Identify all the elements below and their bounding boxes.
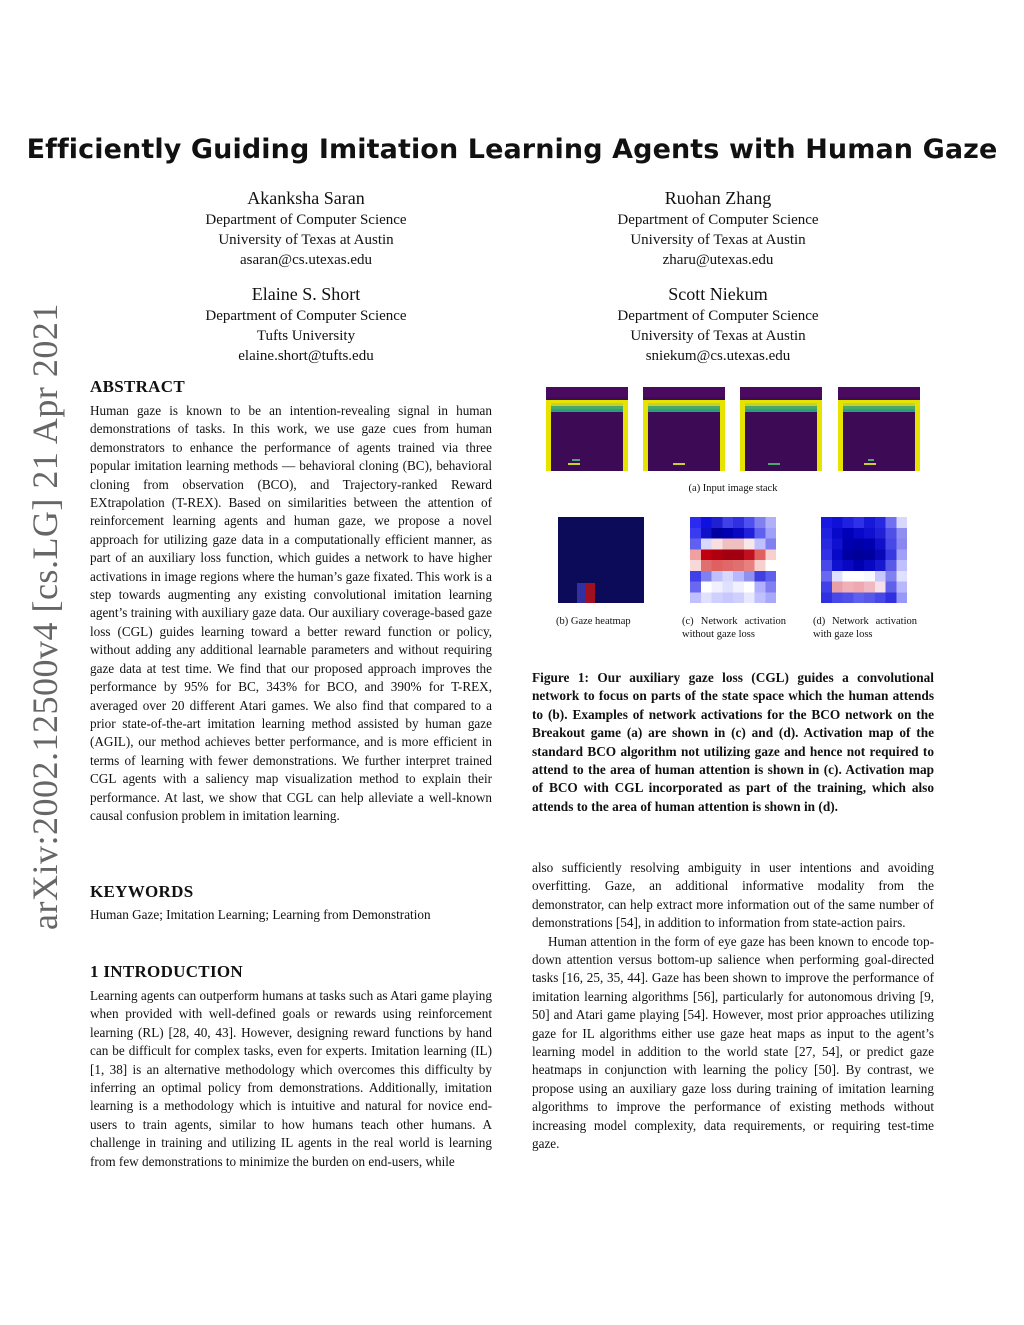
author-affil: University of Texas at Austin <box>630 232 806 248</box>
subcaption-d: (d) Network activation with gaze loss <box>813 616 917 640</box>
abstract-paragraph: Human gaze is known to be an intention-revealing signal in human demonstrations of tasks. In this work, we use gaze cues from human demonstrators to enhance the performance of agents trained via three popular imitation learning methods — behavioral cloning (BC), behavioral cloning from observation (BCO), and Trajectory-ranked Reward EXtrapolation (T-REX). Based on similarities between the attention of reinforcement learning agents and human gaze, we propose a novel approach for utilizing gaze data in a computationally efficient manner, as part of an auxiliary loss function, which guides a network to have higher activations in image regions where the human’s gaze fixated. This work is a step towards augmenting any existing convolutional imitation learning agent’s training with auxiliary gaze data. Our auxiliary coverage-based gaze loss (CGL) guides learning toward a better reward function or policy, without adding any additional learnable parameters and without requiring gaze data at test time. We find that our proposed approach improves the performance by 95% for BC, 343% for BCO, and 390% for T-REX, averaged over 20 different Atari games. We also find that compared to a prior state-of-the-art imitation learning method assisted by human gaze (AGIL), our method achieves better performance, and is more efficient in terms of learning with fewer demonstrations. We further interpret trained CGL agents with a saliency map visualization method to explain their performance. At last, we show that CGL can help alleviate a well-known causal confusion problem in imitation learning. <box>90 403 492 823</box>
subcaption-a: (a) Input image stack <box>688 483 778 494</box>
author-name: Ruohan Zhang <box>664 188 772 208</box>
right-column-text <box>532 859 934 1154</box>
figure-gaze-heatmap <box>558 517 644 603</box>
author-dept: Department of Computer Science <box>617 212 819 228</box>
subcaption-b: (b) Gaze heatmap <box>556 616 631 627</box>
subcaption-c: (c) Network activation without gaze loss <box>682 616 786 640</box>
abstract-heading: ABSTRACT <box>90 377 185 396</box>
author-dept: Department of Computer Science <box>205 212 407 228</box>
author-name: Elaine S. Short <box>251 284 361 304</box>
intro-text <box>90 987 492 1171</box>
breakout-frame <box>740 387 822 471</box>
author-email: elaine.short@tufts.edu <box>238 348 374 364</box>
author-block <box>156 186 456 270</box>
author-name: Akanksha Saran <box>247 188 365 208</box>
breakout-frame <box>643 387 725 471</box>
figure-activation-with-gaze <box>821 517 907 603</box>
author-name: Scott Niekum <box>668 284 768 304</box>
author-affil: Tufts University <box>256 328 356 344</box>
figure-activation-without-gaze <box>690 517 776 603</box>
author-block <box>568 282 868 366</box>
author-block <box>568 186 868 270</box>
author-affil: University of Texas at Austin <box>218 232 394 248</box>
author-dept: Department of Computer Science <box>205 308 407 324</box>
breakout-frame <box>838 387 920 471</box>
author-email: asaran@cs.utexas.edu <box>239 252 373 268</box>
author-affil: University of Texas at Austin <box>630 328 806 344</box>
keywords-heading: KEYWORDS <box>90 882 194 901</box>
figure-caption: Figure 1: Our auxiliary gaze loss (CGL) guides a convolutional network to focus on parts of the state space which the human attends to (b). Examples of network activations for the BCO network on the Breakout game (a) are shown in (c) and (d). Activation map of the standard BCO algorithm not utilizing gaze and hence not required to attend to the area of human attention is shown in (c). Activation map of BCO with CGL incorporated as part of the training, which also attends to the area of human attention is shown in (d). <box>532 670 934 814</box>
author-block <box>156 282 456 366</box>
keywords-text: Human Gaze; Imitation Learning; Learning from Demonstration <box>90 907 431 922</box>
intro-paragraph: Learning agents can outperform humans at tasks such as Atari game playing when provided with well-defined goals or rewards using reinforcement learning (RL) [28, 40, 43]. However, designing reward functions by hand can be difficult for complex tasks, even for experts. Imitation learning (IL) [1, 38] is an alternative methodology which overcomes this difficulty by inferring an optimal policy from demonstrations. Additionally, imitation learning is a methodology which is intuitive and natural for novice end-users to train agents, similar to how humans teach other humans. A challenge in training and utilizing IL agents in the real world is learning from few demonstrations to minimize the burden on end-users, while <box>90 988 492 1169</box>
arxiv-watermark: arXiv:2002.12500v4 [cs.LG] 21 Apr 2021 <box>25 303 65 930</box>
body-paragraph: also sufficiently resolving ambiguity in user intentions and avoiding overfitting. Gaze, an additional informative modality from the demonstrator, can help extract more information out of the same number of demonstrations [54], in addition to information from state-action pairs. <box>532 860 934 931</box>
body-paragraph: Human attention in the form of eye gaze has been known to encode top-down attention versus bottom-up salience when performing goal-directed tasks [16, 25, 35, 44]. Gaze has been shown to improve the performance of imitation learning algorithms [56], particularly for autonomous driving [9, 50] and Atari game playing [54]. However, most prior approaches utilizing gaze for IL algorithms either use gaze heat maps as input to the agent’s learning model in addition to the world state [27, 54], or predict gaze heatmaps in conjunction with learning the policy [50]. By contrast, we propose using an auxiliary gaze loss during training of imitation learning algorithms to improve the performance of existing methods without increasing model complexity, data requirements, or requiring test-time gaze. <box>532 933 934 1152</box>
paper-title: Efficiently Guiding Imitation Learning Agents with Human Gaze <box>26 134 998 165</box>
breakout-frame <box>546 387 628 471</box>
figure-input-image-stack <box>546 387 920 471</box>
author-email: sniekum@cs.utexas.edu <box>645 348 791 364</box>
author-email: zharu@utexas.edu <box>662 252 774 268</box>
abstract-text <box>90 402 492 825</box>
author-dept: Department of Computer Science <box>617 308 819 324</box>
section-heading-introduction: 1 INTRODUCTION <box>90 962 243 981</box>
